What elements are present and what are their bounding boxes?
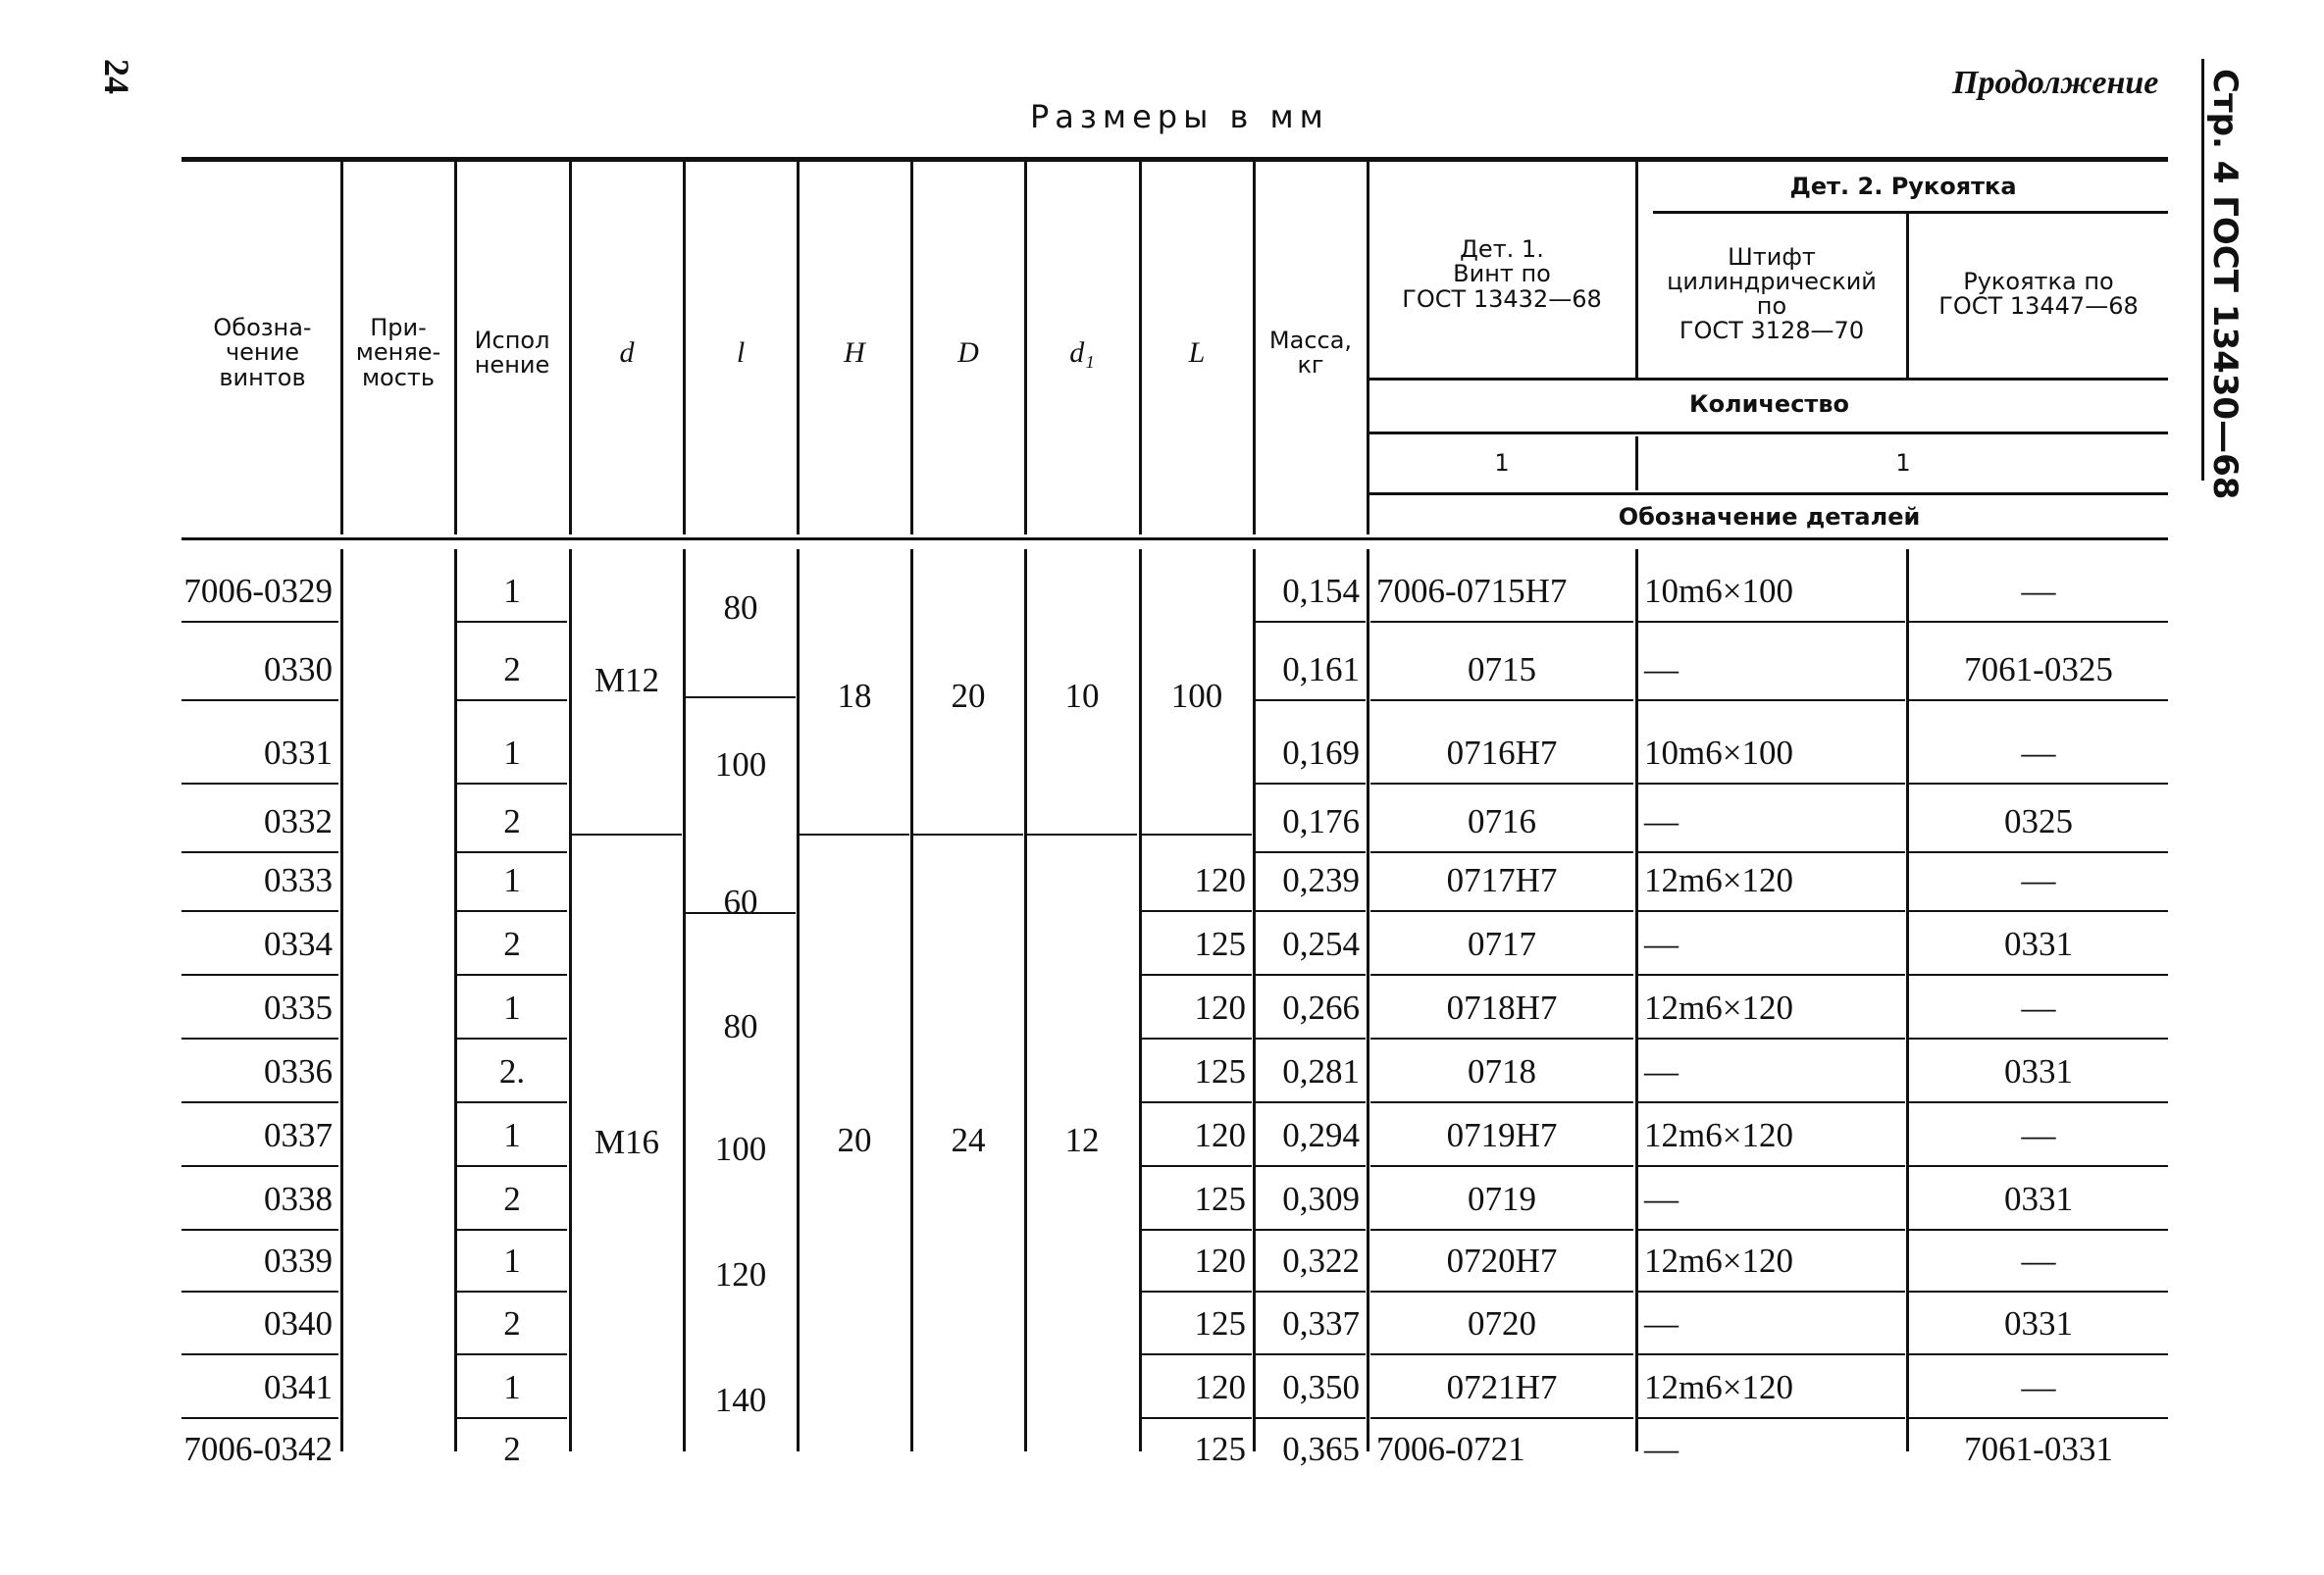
row-rule [1909,1229,2168,1231]
row-rule [181,1417,338,1419]
cell-l-100a: 100 [714,745,767,784]
cell-handle: — [2021,1115,2056,1154]
cell-version: 1 [503,988,521,1027]
header-qty2: 1 [1895,449,1911,478]
cell-mass: 0,281 [1282,1051,1360,1091]
row-rule [1370,1291,1633,1293]
row-rule [1909,1353,2168,1355]
cell-det1: 0719 [1468,1179,1536,1218]
row-rule [457,1038,567,1040]
row-rule [181,699,338,701]
body-vline [340,549,343,1451]
row-rule [1142,1291,1252,1293]
row-rule [1370,1165,1633,1167]
row-rule [1142,1165,1252,1167]
row-rule [1638,1038,1905,1040]
cell-designation: 0334 [264,924,333,963]
cell-version: 1 [503,860,521,899]
cell-det1: 0717Н7 [1446,860,1558,899]
cell-mass: 0,239 [1282,860,1360,899]
header-D: D [957,336,979,370]
row-rule [1909,621,2168,623]
group-rule [913,834,1023,836]
cell-designation: 0339 [264,1241,333,1280]
row-rule [1256,1353,1366,1355]
header-l: l [736,336,746,370]
cell-mass: 0,365 [1282,1429,1360,1468]
row-rule [181,1229,338,1231]
cell-designation: 0337 [264,1115,333,1154]
cell-l-60: 60 [723,883,758,921]
cell-d1-10: 10 [1064,677,1100,715]
row-rule [1256,1101,1366,1103]
hdr-vline [1367,162,1369,534]
row-rule [457,699,567,701]
row-rule [1142,1038,1252,1040]
cell-designation: 0331 [264,733,333,772]
row-rule [1638,1291,1905,1293]
cell-det1: 0720 [1468,1303,1536,1343]
cell-pin: — [1644,1303,1678,1343]
header-bottom-rule [181,537,2168,540]
row-rule [457,974,567,976]
header-mass: Масса, кг [1268,326,1353,379]
row-rule [1638,1229,1905,1231]
row-rule [181,1353,338,1355]
cell-mass: 0,266 [1282,988,1360,1027]
group-rule [800,834,909,836]
row-rule [457,910,567,912]
row-rule [181,1291,338,1293]
cell-handle: 0331 [2004,1303,2073,1343]
cell-mass: 0,322 [1282,1241,1360,1280]
header-quantity: Количество [1688,389,1850,418]
header-qty1: 1 [1494,449,1510,478]
row-rule [1638,974,1905,976]
row-rule [1256,1038,1366,1040]
cell-version: 1 [503,571,521,610]
cell-det1: 0717 [1468,924,1536,963]
cell-designation: 0340 [264,1303,333,1343]
cell-pin: 12m6×120 [1644,1241,1793,1280]
cell-designation: 0330 [264,649,333,688]
cell-version: 1 [503,733,521,772]
cell-l-140: 140 [714,1381,767,1419]
cell-mass: 0,294 [1282,1115,1360,1154]
row-rule [1638,1353,1905,1355]
cell-L: 125 [1194,1303,1246,1343]
row-rule [1370,621,1633,623]
group-rule [572,834,682,836]
row-rule [1142,974,1252,976]
cell-pin: — [1644,924,1678,963]
cell-pin: 12m6×120 [1644,1115,1793,1154]
cell-handle: 0325 [2004,801,2073,840]
row-rule [1370,1417,1633,1419]
row-rule [1256,1291,1366,1293]
cell-version: 2 [503,1429,521,1468]
side-rule [2201,59,2204,481]
cell-version: 1 [503,1367,521,1406]
row-rule [1142,1229,1252,1231]
cell-pin: — [1644,1051,1678,1091]
cell-D-24: 24 [951,1121,986,1159]
dimensions-note: Размеры в мм [1030,98,1329,135]
cell-pin: 12m6×120 [1644,860,1793,899]
cell-version: 2 [503,924,521,963]
cell-det1: 0718Н7 [1446,988,1558,1027]
cell-handle: 7061-0325 [1964,649,2113,688]
cell-L: 120 [1194,1115,1246,1154]
row-rule [457,1165,567,1167]
cell-designation: 0336 [264,1051,333,1091]
row-rule [181,1101,338,1103]
header-d: d [619,336,635,370]
cell-version: 1 [503,1241,521,1280]
row-rule [181,621,338,623]
cell-handle: 7061-0331 [1964,1429,2113,1468]
row-rule [1370,1353,1633,1355]
cell-mass: 0,176 [1282,801,1360,840]
cell-L: 120 [1194,1241,1246,1280]
cell-l-120: 120 [714,1255,767,1294]
row-rule [1256,974,1366,976]
cell-pin: — [1644,649,1678,688]
row-rule [181,1165,338,1167]
cell-det1: 7006-0721 [1376,1429,1525,1468]
row-rule [1256,910,1366,912]
cell-mass: 0,169 [1282,733,1360,772]
cell-det1: 0719Н7 [1446,1115,1558,1154]
continuation-label: Продолжение [1952,65,2159,101]
det2-rule [1653,211,2168,214]
header-version: Испол нение [474,326,550,379]
cell-designation: 0335 [264,988,333,1027]
cell-version: 2. [498,1051,526,1091]
row-rule [1638,1101,1905,1103]
row-rule [181,974,338,976]
group-rule [1027,834,1137,836]
cell-L: 125 [1194,1179,1246,1218]
cell-mass: 0,254 [1282,924,1360,963]
cell-handle: — [2021,860,2056,899]
header-H: H [844,336,865,370]
cell-L: 125 [1194,1429,1246,1468]
header-pin: Штифт цилиндрический по ГОСТ 3128—70 [1667,242,1877,345]
body-vline [1367,549,1369,1451]
cell-L: 120 [1194,988,1246,1027]
cell-designation: 0338 [264,1179,333,1218]
cell-H-18: 18 [837,677,872,715]
quantity-top-rule [1369,378,2168,381]
header-L: L [1188,336,1206,370]
cell-det1: 0716 [1468,801,1536,840]
cell-L: 125 [1194,1051,1246,1091]
cell-mass: 0,309 [1282,1179,1360,1218]
cell-mass: 0,337 [1282,1303,1360,1343]
cell-handle: — [2021,1367,2056,1406]
cell-designation: 0332 [264,801,333,840]
row-rule [1256,1417,1366,1419]
cell-det1: 7006-0715Н7 [1376,571,1568,610]
row-rule [181,783,338,785]
row-rule [1370,1229,1633,1231]
cell-version: 1 [503,1115,521,1154]
cell-handle: 0331 [2004,1051,2073,1091]
row-rule [1638,783,1905,785]
row-rule [457,1353,567,1355]
table-top-rule [181,157,2168,162]
row-rule [1909,910,2168,912]
cell-d-m16: М16 [594,1123,660,1161]
header-det1: Дет. 1. Винт по ГОСТ 13432—68 [1402,235,1602,313]
row-rule [1370,910,1633,912]
header-det2: Дет. 2. Рукоятка [1789,172,2017,200]
group-rule [686,696,796,698]
cell-handle: — [2021,1241,2056,1280]
cell-version: 2 [503,1303,521,1343]
cell-l-100b: 100 [714,1130,767,1168]
cell-L-100: 100 [1170,677,1223,715]
row-rule [1909,1101,2168,1103]
row-rule [1256,699,1366,701]
cell-mass: 0,154 [1282,571,1360,610]
cell-pin: 12m6×120 [1644,988,1793,1027]
row-rule [1909,1291,2168,1293]
cell-H-20: 20 [837,1121,872,1159]
cell-pin: — [1644,1429,1678,1468]
cell-pin: — [1644,801,1678,840]
header-handle: Рукоятка по ГОСТ 13447—68 [1938,267,2139,320]
cell-designation: 0341 [264,1367,333,1406]
row-rule [1142,1417,1252,1419]
row-rule [1370,974,1633,976]
row-rule [1370,783,1633,785]
row-rule [457,621,567,623]
row-rule [1638,1417,1905,1419]
cell-det1: 0718 [1468,1051,1536,1091]
page-number: 24 [97,59,136,94]
cell-version: 2 [503,1179,521,1218]
row-rule [1256,621,1366,623]
cell-mass: 0,350 [1282,1367,1360,1406]
header-parts-designation: Обозначение деталей [1618,503,1921,532]
qty-values-rule [1369,492,2168,495]
cell-pin: 10m6×100 [1644,733,1793,772]
cell-L: 120 [1194,860,1246,899]
row-rule [1909,1038,2168,1040]
row-rule [1909,699,2168,701]
side-label: Стр. 4 ГОСТ 13430—68 [2205,69,2245,500]
row-rule [457,783,567,785]
row-rule [181,1038,338,1040]
row-rule [1909,1165,2168,1167]
cell-det1: 0716Н7 [1446,733,1558,772]
row-rule [1909,783,2168,785]
row-rule [181,910,338,912]
cell-handle: — [2021,571,2056,610]
cell-version: 2 [503,649,521,688]
cell-handle: 0331 [2004,924,2073,963]
header-applicability: При- меняе- мость [355,314,441,391]
cell-mass: 0,161 [1282,649,1360,688]
row-rule [457,1229,567,1231]
row-rule [1370,1038,1633,1040]
cell-l-80b: 80 [723,1007,758,1045]
header-d1: d₁ [1069,336,1095,370]
row-rule [1256,783,1366,785]
cell-D-20: 20 [951,677,986,715]
cell-d1-12: 12 [1064,1121,1100,1159]
row-rule [1256,1165,1366,1167]
row-rule [1142,1101,1252,1103]
row-rule [457,1101,567,1103]
row-rule [1142,1353,1252,1355]
cell-d-m12: М12 [594,661,660,699]
row-rule [457,1291,567,1293]
row-rule [1909,1417,2168,1419]
row-rule [1909,974,2168,976]
cell-L: 125 [1194,924,1246,963]
row-rule [1370,699,1633,701]
cell-l-80a: 80 [723,588,758,627]
cell-det1: 0721Н7 [1446,1367,1558,1406]
row-rule [1638,699,1905,701]
cell-handle: — [2021,733,2056,772]
cell-det1: 0715 [1468,649,1536,688]
cell-det1: 0720Н7 [1446,1241,1558,1280]
cell-designation: 0333 [264,860,333,899]
cell-handle: 0331 [2004,1179,2073,1218]
group-rule [1142,834,1252,836]
cell-pin: 12m6×120 [1644,1367,1793,1406]
row-rule [457,1417,567,1419]
header-designation: Обозна- чение винтов [213,314,312,391]
cell-designation: 7006-0329 [183,571,333,610]
row-rule [1638,910,1905,912]
cell-pin: — [1644,1179,1678,1218]
cell-handle: — [2021,988,2056,1027]
row-rule [1638,1165,1905,1167]
row-rule [1370,1101,1633,1103]
cell-version: 2 [503,801,521,840]
row-rule [1638,621,1905,623]
cell-L: 120 [1194,1367,1246,1406]
row-rule [1142,910,1252,912]
cell-pin: 10m6×100 [1644,571,1793,610]
row-rule [1256,1229,1366,1231]
cell-designation: 7006-0342 [183,1429,333,1468]
quantity-bottom-rule [1369,432,2168,434]
